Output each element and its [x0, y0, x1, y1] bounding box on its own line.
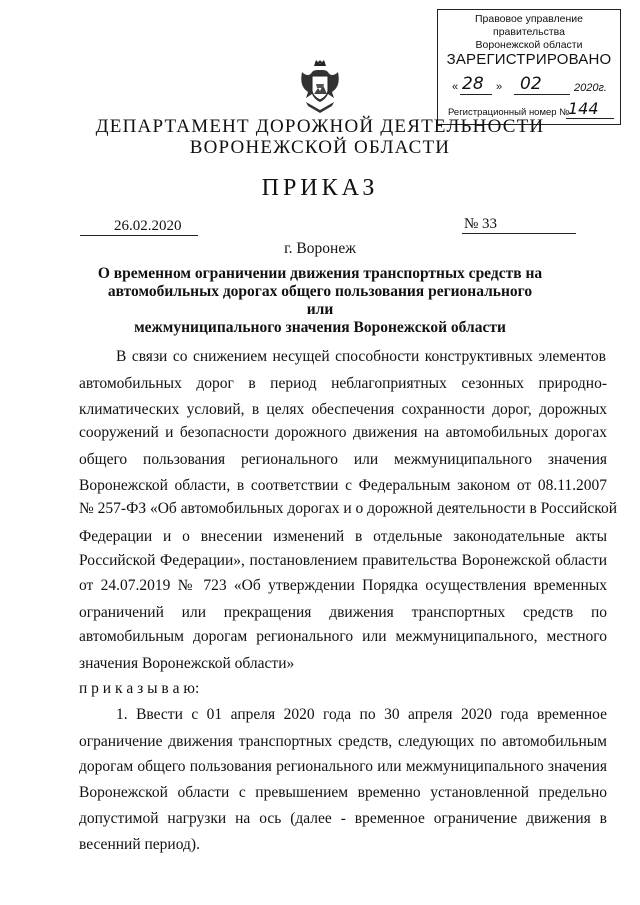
preamble-line: автомобильным дорогам регионального или межмуниципального, местного: [79, 628, 607, 645]
document-type-title: ПРИКАЗ: [261, 175, 379, 201]
coat-of-arms-icon: [296, 58, 344, 114]
stamp-registered: ЗАРЕГИСТРИРОВАНО: [446, 51, 612, 68]
stamp-date-close-quote: »: [496, 81, 503, 93]
department-name-line2: ВОРОНЕЖСКОЙ ОБЛАСТИ: [189, 137, 451, 158]
preamble-line: автомобильных дорог в период неблагоприятных сезонных природно-: [79, 375, 607, 392]
item1-line: дорогам общего пользования регионального или межмуниципального значения: [79, 758, 607, 775]
preamble-line: Федерации и о внесении изменений в отдельные законодательные акты: [79, 528, 607, 545]
order-city: г. Воронеж: [284, 240, 356, 257]
stamp-date-open-quote: «: [452, 81, 459, 93]
item1-line: допустимой нагрузки на ось (далее - временное ограничение движения в: [79, 810, 607, 827]
stamp-day: 28: [462, 74, 484, 94]
item1-line: 1. Ввести с 01 апреля 2020 года по 30 апреля 2020 года временное: [116, 706, 607, 723]
stamp-regnum-value: 144: [568, 99, 599, 118]
stamp-organization: [438, 13, 620, 52]
preamble-line: В связи со снижением несущей способности конструктивных элементов: [116, 348, 606, 365]
preamble-line: климатических условий, в целях обеспечения сохранности дорог, дорожных: [79, 401, 607, 418]
preamble-line: от 24.07.2019 № 723 «Об утверждении Порядка осуществления временных: [79, 577, 607, 594]
stamp-org-line2: Воронежской области: [475, 39, 583, 51]
preamble-line: № 257-ФЗ «Об автомобильных дорогах и о дорожной деятельности в Российской: [79, 500, 618, 517]
subject-line1: О временном ограничении движения транспортных средств на: [97, 265, 543, 282]
stamp-month-underline: [514, 94, 570, 95]
order-subject: [95, 265, 545, 337]
stamp-year: 2020г.: [574, 82, 607, 94]
item1-line: ограничение движения транспортных средств, следующих по автомобильным: [79, 733, 607, 750]
item1-line: весенний период).: [79, 836, 200, 853]
preamble-line: общего пользования регионального или межмуниципального значения: [79, 451, 607, 468]
preamble-line: значения Воронежской области»: [79, 655, 295, 672]
preamble-line: Российской Федерации», постановлением правительства Воронежской области: [79, 552, 607, 569]
registration-stamp: [437, 9, 621, 125]
subject-line3: межмуниципального значения Воронежской области: [134, 319, 506, 336]
item1-line: Воронежской области с превышением временно установленной предельно: [79, 784, 607, 801]
department-name-line1: ДЕПАРТАМЕНТ ДОРОЖНОЙ ДЕЯТЕЛЬНОСТИ: [95, 116, 545, 137]
decree-word: п р и к а з ы в а ю:: [79, 680, 200, 697]
order-number-underline: [462, 233, 576, 234]
subject-line2: автомобильных дорогах общего пользования регионального или: [107, 283, 533, 318]
preamble-line: сооружений и безопасности дорожного движения на автомобильных дорогах: [79, 424, 607, 441]
order-date: 26.02.2020: [114, 218, 182, 234]
stamp-regnum-label: Регистрационный номер №: [448, 107, 570, 118]
stamp-day-underline: [460, 94, 492, 95]
preamble-line: Воронежской области, в соответствии с Федеральным законом от 08.11.2007: [79, 477, 607, 494]
stamp-org-line1: Правовое управление правительства: [474, 13, 583, 38]
stamp-month: 02: [520, 74, 542, 94]
order-number: № 33: [464, 216, 498, 232]
preamble-line: ограничений или прекращения движения транспортных средств по: [79, 604, 607, 621]
order-date-underline: [80, 235, 198, 236]
